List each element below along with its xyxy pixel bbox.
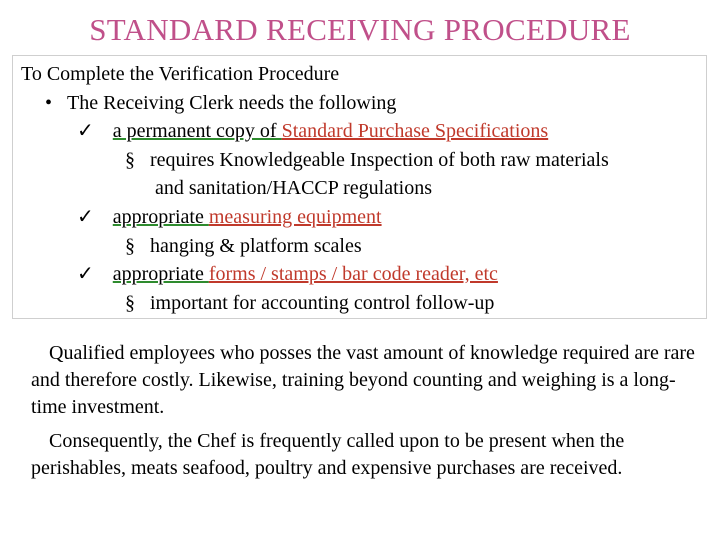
check-item-3: [77, 262, 498, 286]
sub-item-2a: [125, 234, 362, 258]
check-item-2-highlight: measuring equipment: [208, 206, 382, 228]
paragraph-2: Consequently, the Chef is frequently called upon to be present when the perishables, meats seafood, poultry and expensive purchases are received.: [31, 430, 625, 479]
check-item-2: [77, 205, 382, 229]
square-bullet-icon: §: [125, 292, 135, 314]
procedure-box: [12, 55, 707, 319]
bullet-text: The Receiving Clerk needs the following: [67, 92, 397, 114]
sub-item-1a-text: requires Knowledgeable Inspection of both raw materials: [150, 149, 609, 171]
bullet-icon: •: [45, 92, 53, 114]
square-bullet-icon: §: [125, 235, 135, 257]
check-icon: ✓: [77, 206, 94, 228]
check-item-2-prefix: appropriate: [112, 206, 209, 228]
box-heading: To Complete the Verification Procedure: [21, 63, 340, 85]
sub-item-2a-text: hanging & platform scales: [150, 235, 362, 257]
square-bullet-icon: §: [125, 149, 135, 171]
slide-title: STANDARD RECEIVING PROCEDURE: [89, 12, 631, 47]
check-item-3-highlight: forms / stamps / bar code reader, etc: [208, 263, 498, 285]
check-icon: ✓: [77, 120, 94, 142]
check-item-1-prefix: a permanent copy of: [112, 120, 282, 142]
sub-item-3a-text: important for accounting control follow-up: [150, 292, 495, 314]
check-item-1-highlight: Standard Purchase Specifications: [281, 120, 549, 142]
sub-item-1b-text: and sanitation/HACCP regulations: [155, 177, 433, 199]
check-item-3-prefix: appropriate: [112, 263, 209, 285]
sub-item-1a: [125, 148, 609, 172]
bullet-line: [45, 91, 396, 115]
sub-item-3a: [125, 291, 494, 315]
paragraph-1: Qualified employees who posses the vast amount of knowledge required are rare and therefore costly. Likewise, training beyond counting and weighing is a long-time investment.: [31, 342, 695, 418]
check-item-1: [77, 119, 548, 143]
check-icon: ✓: [77, 263, 94, 285]
